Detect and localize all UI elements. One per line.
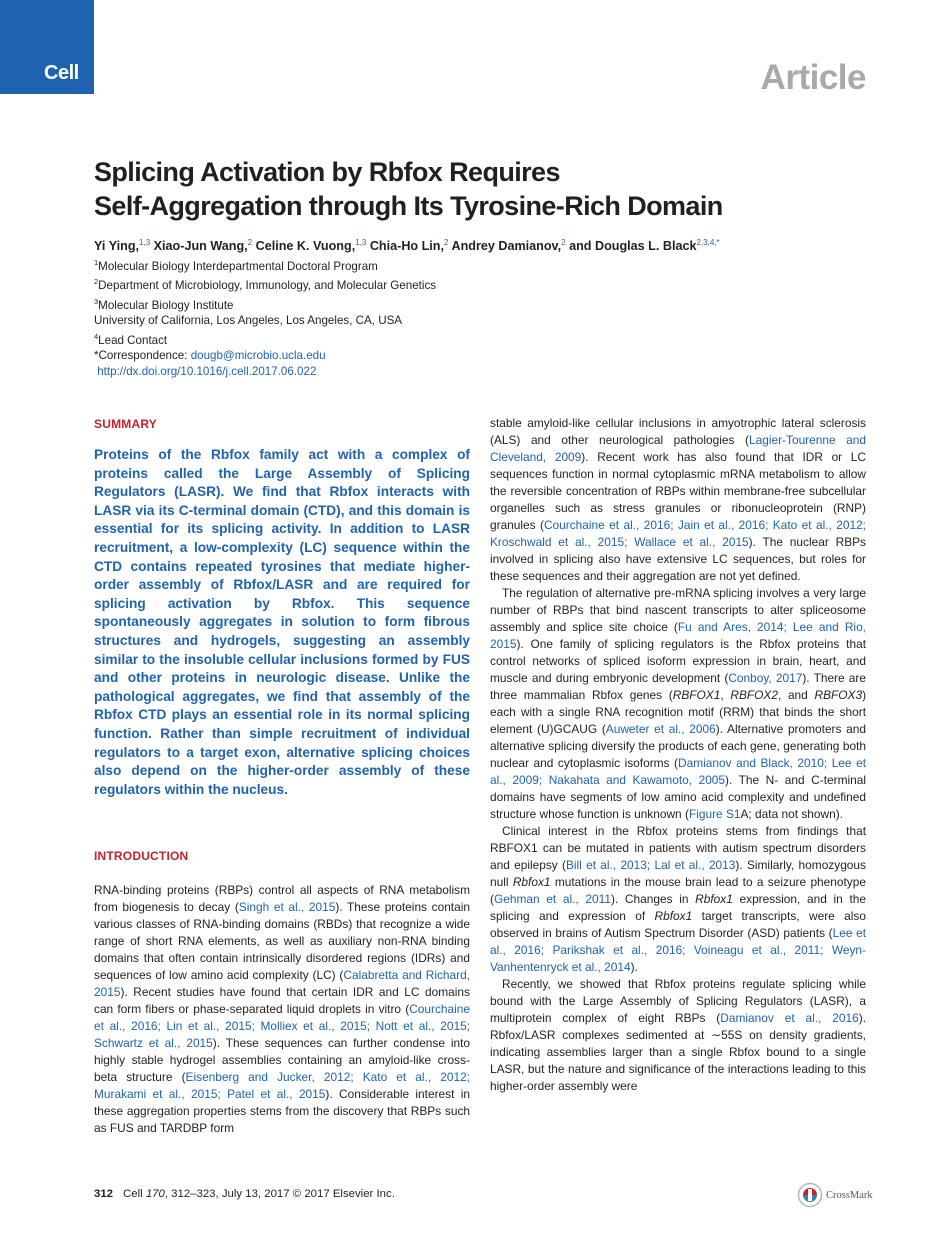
author-affiliation-mark[interactable]: 2 — [247, 238, 253, 247]
correspondence-email-link[interactable]: dougb@microbio.ucla.edu — [190, 349, 326, 363]
doi — [94, 364, 436, 380]
title-line-2: Self-Aggregation through Its Tyrosine-Rich Domain — [94, 191, 723, 221]
author-name: Yi Ying, — [94, 239, 140, 254]
intro-paragraph-4: Recently, we showed that Rbfox proteins regulate splicing while bound with the Large Assembly of Splicing Regulators (LASR), a multiprotein complex of eight RBPs (Damianov et al., 2016). Rbfox/LASR complexes sedimented at ∼55S on density gradients, indicating assemblies larger than a single Rbfox bound to a single LASR, but the nature and significance of the interactions leading to this higher-order assembly were — [490, 977, 866, 1093]
citation-link[interactable]: Courchaine et al., 2016; Jain et al., 2016; Kato et al., 2012; Kroschwald et al., 2015; Wallace et al., 2015 — [490, 518, 866, 549]
citation-link[interactable]: Bill et al., 2013; Lal et al., 2013 — [565, 858, 736, 872]
affiliations — [94, 255, 436, 380]
correspondence: *Correspondence: dougb@microbio.ucla.edu — [94, 349, 326, 363]
author-affiliation-mark[interactable]: 2 — [443, 238, 449, 247]
intro-paragraph-1: RNA-binding proteins (RBPs) control all aspects of RNA metabolism from biogenesis to decay (Singh et al., 2015). These proteins contain various classes of RNA-binding domains (RBDs) that recognize a wide range of short RNA elements, as well as auxiliary non-RNA binding domains that often contain intrinsically disordered regions (IDRs) and sequences of low amino acid complexity (LC) (Calabretta and Richard, 2015). Recent studies have found that certain IDR and LC domains can form fibers or phase-separated liquid droplets in vitro (Courchaine et al., 2016; Lin et al., 2015; Molliex et al., 2015; Nott et al., 2015; Schwartz et al., 2015). These sequences can further condense into highly stable hydrogel assemblies containing an amyloid-like cross-beta structure (Eisenberg and Jucker, 2012; Kato et al., 2012; Murakami et al., 2015; Patel et al., 2015). Considerable interest in these aggregation properties stems from the discovery that RBPs such as FUS and TARDBP form — [94, 883, 471, 1135]
citation-link[interactable]: Auweter et al., 2006 — [605, 722, 716, 736]
citation-link[interactable]: Eisenberg and Jucker, 2012; Kato et al., 2012; Murakami et al., 2015; Patel et al., 2015 — [94, 1070, 470, 1101]
figure-link[interactable]: Figure S1 — [688, 807, 741, 821]
affiliation-1: $^1$Molecular Biology Interdepartmental Doctoral Program — [94, 258, 378, 273]
citation-link[interactable]: Damianov and Black, 2010; Lee et al., 2009; Nakahata and Kawamoto, 2005 — [490, 756, 866, 787]
crossmark-label[interactable]: CrossMark — [826, 1190, 873, 1201]
intro-right-column — [490, 415, 866, 1095]
citation-link[interactable]: Conboy, 2017 — [728, 671, 803, 685]
author-affiliation-mark[interactable]: 2,3,4,* — [696, 238, 720, 247]
citation-link[interactable]: Gehman et al., 2011 — [493, 892, 611, 906]
page-number: 312 — [94, 1188, 114, 1200]
journal-logo: Cell — [44, 62, 79, 84]
citation-journal: Cell — [123, 1188, 146, 1200]
author-affiliation-mark[interactable]: 1,3 — [355, 238, 367, 247]
author-name: Xiao-Jun Wang, — [153, 239, 248, 254]
author-name: Andrey Damianov, — [451, 239, 562, 254]
author-affiliation-mark[interactable]: 2 — [561, 238, 566, 247]
citation-link[interactable]: Calabretta and Richard, 2015 — [94, 968, 471, 999]
doi-link[interactable]: http://dx.doi.org/10.1016/j.cell.2017.06.022 — [97, 365, 317, 378]
citation-volume: 170 — [145, 1188, 165, 1200]
affiliation-2: $^2$Department of Microbiology, Immunology, and Molecular Genetics — [94, 277, 437, 293]
title-line-1: Splicing Activation by Rbfox Requires — [94, 157, 560, 187]
introduction-heading: INTRODUCTION — [94, 849, 189, 863]
article-type-label: Article — [760, 58, 866, 97]
affiliation-4: $^4$Lead Contact — [94, 331, 168, 347]
page-footer — [94, 1188, 395, 1200]
citation-link[interactable]: Fu and Ares, 2014; Lee and Rio, 2015 — [490, 620, 866, 651]
citation-link[interactable]: Singh et al., 2015 — [238, 900, 336, 914]
affiliation-3: $^3$Molecular Biology Institute — [94, 296, 234, 312]
citation-link[interactable]: Lee et al., 2016; Parikshak et al., 2016; Voineagu et al., 2011; Weyn-Vanhentenryck et al., 2014 — [490, 926, 866, 974]
author-name: and Douglas L. Black — [569, 239, 697, 254]
intro-paragraph-3: Clinical interest in the Rbfox proteins stems from findings that RBFOX1 can be mutated in patients with autism spectrum disorders and epilepsy (Bill et al., 2013; Lal et al., 2013). Similarly, homozygous null Rbfox1 mutations in the mouse brain lead to a seizure phenotype (Gehman et al., 2011). Changes in Rbfox1 expression, and in the splicing and expression of Rbfox1 target transcripts, were also observed in brains of Autism Spectrum Disorder (ASD) patients (Lee et al., 2016; Parikshak et al., 2016; Voineagu et al., 2011; Weyn-Vanhentenryck et al., 2014). — [490, 824, 866, 974]
citation-link[interactable]: Damianov et al., 2016 — [720, 1011, 859, 1025]
intro-left-column — [94, 882, 470, 1137]
author-name: Chia-Ho Lin, — [369, 239, 444, 254]
author-list — [94, 238, 894, 253]
journal-logo-box — [0, 0, 94, 94]
citation-link[interactable]: Courchaine et al., 2016; Lin et al., 2015; Molliex et al., 2015; Nott et al., 2015; Schwartz et al., 2015 — [94, 1002, 470, 1050]
author-name: Celine K. Vuong, — [255, 239, 356, 254]
affiliation-3-university: University of California, Los Angeles, Los Angeles, CA, USA — [94, 314, 403, 328]
intro-paragraph-2: The regulation of alternative pre-mRNA splicing involves a very large number of RBPs that bind nascent transcripts to alter spliceosome assembly and splice site choice (Fu and Ares, 2014; Lee and Rio, 2015). One family of splicing regulators is the Rbfox proteins that control networks of spliced isoform expression in brain, heart, and muscle and during embryonic development (Conboy, 2017). There are three mammalian Rbfox genes (RBFOX1, RBFOX2, and RBFOX3) each with a single RNA recognition motif (RRM) that binds the short element (U)GCAUG (Auweter et al., 2006). Alternative promoters and alternative splicing diversify the products of each gene, generating both nuclear and cytoplasmic isoforms (Damianov and Black, 2010; Lee et al., 2009; Nakahata and Kawamoto, 2005). The N- and C-terminal domains have segments of low amino acid complexity and undefined structure whose function is unknown (Figure S1A; data not shown). — [490, 586, 867, 821]
author-affiliation-mark[interactable]: 1,3 — [139, 238, 151, 247]
citation-link[interactable]: Lagier-Tourenne and Cleveland, 2009 — [490, 433, 866, 464]
article-title — [94, 155, 874, 223]
summary-heading: SUMMARY — [94, 417, 157, 431]
intro-paragraph-continued: stable amyloid-like cellular inclusions in amyotrophic lateral sclerosis (ALS) and other neurological pathologies (Lagier-Tourenne and Cleveland, 2009). Recent work has also found that IDR or LC sequences function in normal cytoplasmic mRNA metabolism to allow the reversible concentration of RBPs within membrane-free subcellular organelles such as stress granules or ribonucleoprotein (RNP) granules (Courchaine et al., 2016; Jain et al., 2016; Kato et al., 2012; Kroschwald et al., 2015; Wallace et al., 2015). The nuclear RBPs involved in splicing also have extensive LC sequences, but roles for these sequences and their aggregation are not yet defined. — [490, 416, 866, 583]
citation-details: , 312–323, July 13, 2017 © 2017 Elsevier Inc. — [164, 1188, 395, 1200]
summary-text: Proteins of the Rbfox family act with a complex of proteins called the Large Assembly of Splicing Regulators (LASR). We find that Rbfox interacts with LASR via its C-terminal domain (CTD), and this domain is essential for its splicing activity. In addition to LASR recruitment, a low-complexity (LC) sequence within the CTD contains repeated tyrosines that mediate higher-order assembly of Rbfox/LASR and are required for splicing activation by Rbfox. This sequence spontaneously aggregates in solution to form fibrous structures and hydrogels, suggesting an assembly similar to the insoluble cellular inclusions formed by FUS and other proteins in neurologic disease. Unlike the pathological aggregates, we find that assembly of the Rbfox CTD plays an essential role in its normal splicing function. Rather than simple recruitment of individual regulators to a target exon, alternative splicing choices also depend on the higher-order assembly of these regulators within the nucleus. — [94, 447, 470, 797]
